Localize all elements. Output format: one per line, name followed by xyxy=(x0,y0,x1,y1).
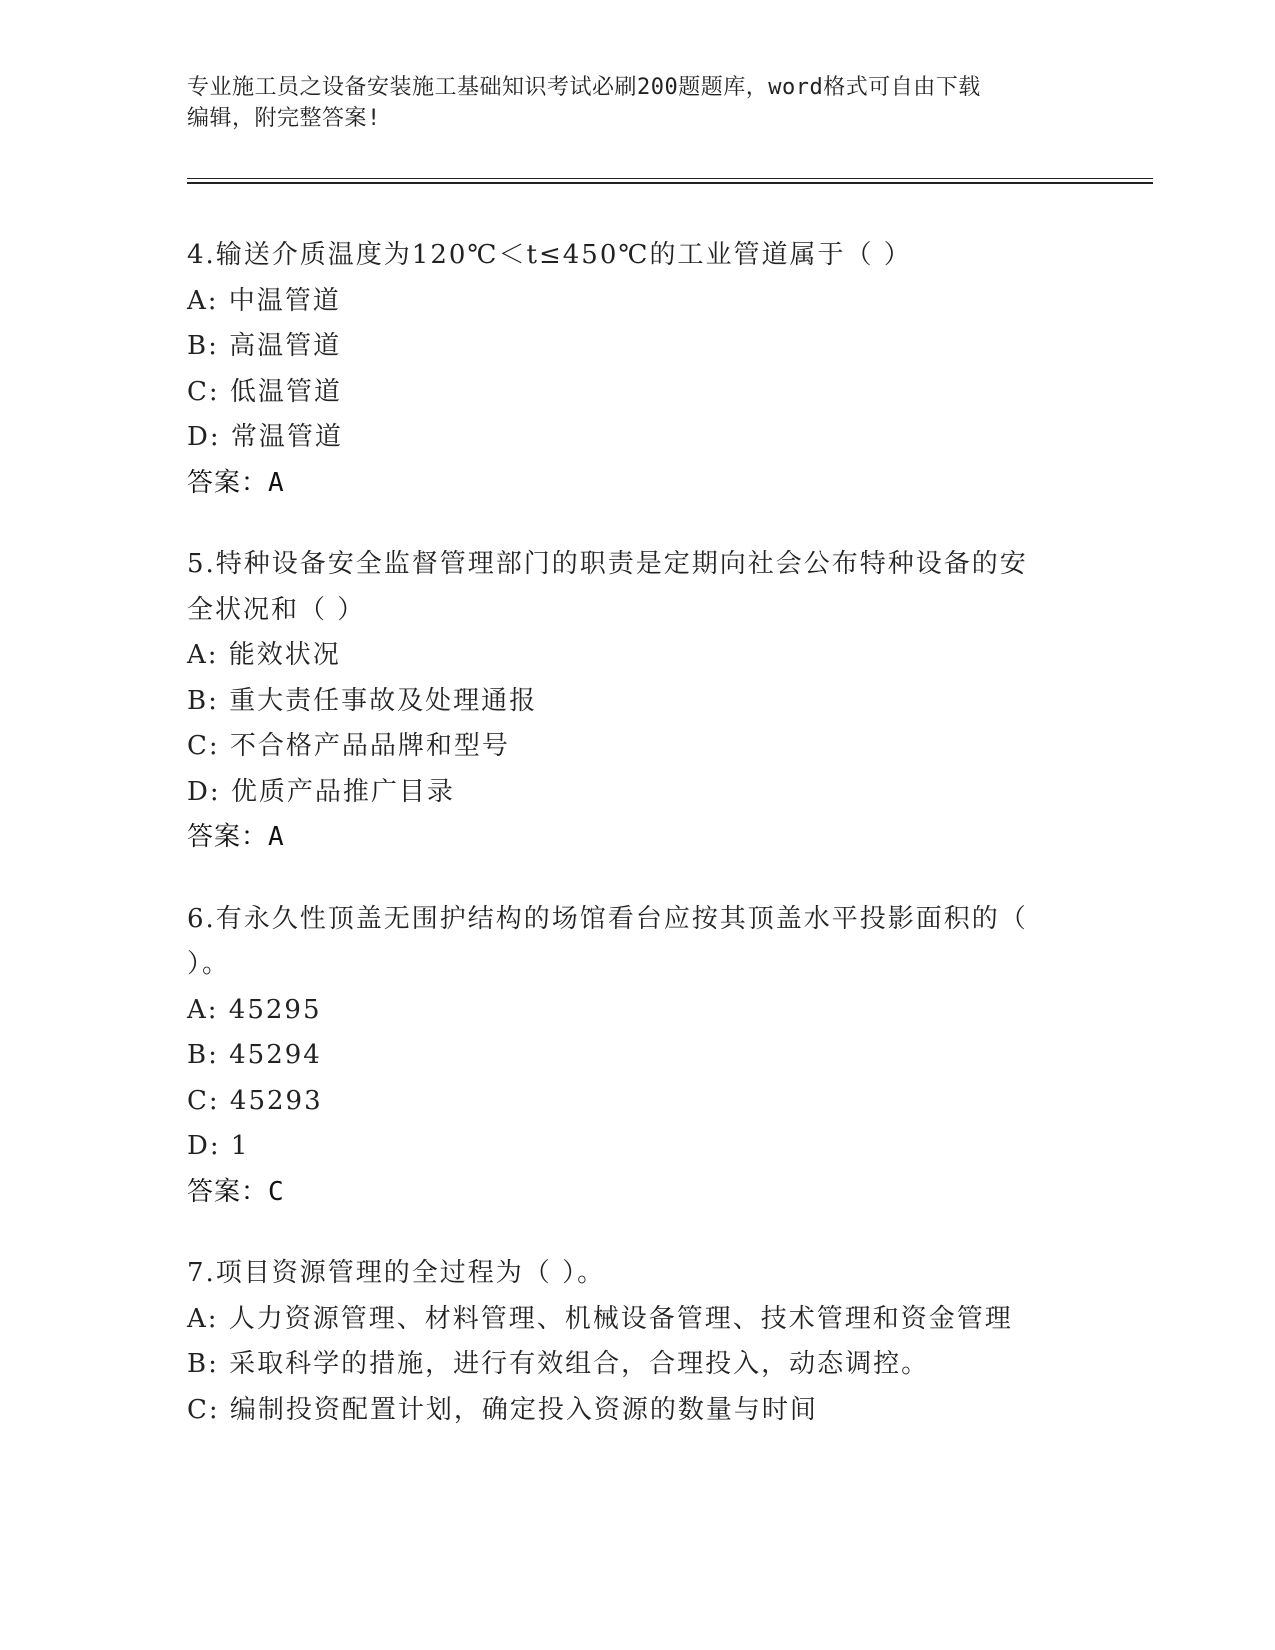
option-d: D: 常温管道 xyxy=(187,422,343,452)
question-stem: 7.项目资源管理的全过程为（ ）。 xyxy=(187,1258,606,1288)
question-list xyxy=(187,233,1057,1469)
header-divider-thick xyxy=(187,182,1153,184)
header-title-line-1: 专业施工员之设备安装施工基础知识考试必刷200题题库，word格式可自由下载 xyxy=(187,75,981,100)
option-a: A: 45295 xyxy=(187,994,322,1025)
question-5 xyxy=(187,542,1057,861)
header-title-line-2: 编辑，附完整答案! xyxy=(187,106,381,131)
header-divider-thin xyxy=(187,178,1153,179)
option-b: B: 采取科学的措施，进行有效组合，合理投入，动态调控。 xyxy=(187,1349,930,1379)
question-stem-line-2: 全状况和（ ） xyxy=(187,594,366,625)
question-stem-line-1: 6.有永久性顶盖无围护结构的场馆看台应按其顶盖水平投影面积的（ xyxy=(187,903,1028,934)
option-a: A: 人力资源管理、材料管理、机械设备管理、技术管理和资金管理 xyxy=(187,1303,1013,1334)
option-c: C: 45293 xyxy=(187,1085,323,1116)
question-stem-line-2: ）。 xyxy=(187,949,231,979)
option-c: C: 编制投资配置计划，确定投入资源的数量与时间 xyxy=(187,1394,818,1425)
answer-text: 答案：A xyxy=(187,822,285,852)
option-d: D: 优质产品推广目录 xyxy=(187,776,455,807)
question-7 xyxy=(187,1251,1057,1433)
option-b: B: 重大责任事故及处理通报 xyxy=(187,685,538,716)
question-4 xyxy=(187,233,1057,506)
option-b: B: 高温管道 xyxy=(187,331,342,361)
option-c: C: 不合格产品品牌和型号 xyxy=(187,731,510,761)
option-c: C: 低温管道 xyxy=(187,376,342,407)
option-b: B: 45294 xyxy=(187,1040,322,1070)
question-stem: 4.输送介质温度为120℃＜t≤450℃的工业管道属于（ ） xyxy=(187,240,912,270)
question-6 xyxy=(187,897,1057,1216)
option-a: A: 能效状况 xyxy=(187,640,341,670)
answer-text: 答案：C xyxy=(187,1176,285,1207)
answer-text: 答案：A xyxy=(187,467,285,498)
option-d: D: 1 xyxy=(187,1131,250,1161)
option-a: A: 中温管道 xyxy=(187,285,341,316)
question-stem-line-1: 5.特种设备安全监督管理部门的职责是定期向社会公布特种设备的安 xyxy=(187,549,1028,579)
document-header xyxy=(187,72,1067,134)
